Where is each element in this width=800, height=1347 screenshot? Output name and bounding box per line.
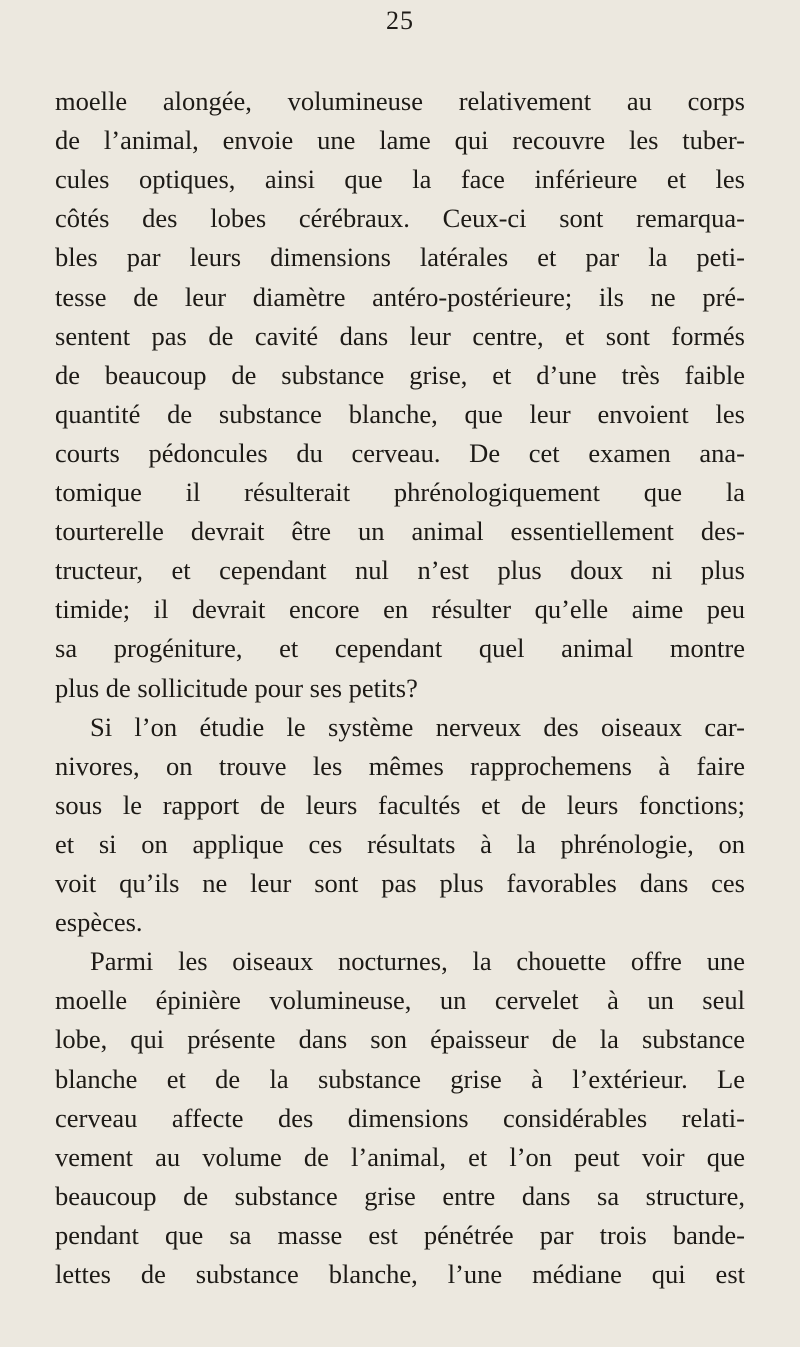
text-line: nivores, on trouve les mêmes rapprochemens à faire [55, 750, 745, 781]
text-line: de l’animal, envoie une lame qui recouvre les tuber- [55, 125, 745, 156]
text-line: cules optiques, ainsi que la face inférieure et les [55, 164, 745, 195]
text-line: pendant que sa masse est pénétrée par trois bande- [55, 1219, 745, 1250]
text-line: Parmi les oiseaux nocturnes, la chouette offre une [90, 946, 745, 977]
text-line: vement au volume de l’animal, et l’on peut voir que [55, 1141, 745, 1172]
text-line: tomique il résulterait phrénologiquement que la [55, 477, 745, 507]
text-line: courts pédoncules du cerveau. De cet examen ana- [55, 437, 745, 468]
text-line: lobe, qui présente dans son épaisseur de la substance [55, 1024, 745, 1055]
text-line: timide; il devrait encore en résulter qu’elle aime peu [55, 594, 745, 625]
text-line: Si l’on étudie le système nerveux des oiseaux car- [90, 711, 745, 742]
text-line: bles par leurs dimensions latérales et par la peti- [55, 242, 745, 273]
text-line: sentent pas de cavité dans leur centre, et sont formés [55, 320, 745, 351]
text-line: tructeur, et cependant nul n’est plus doux ni plus [55, 555, 745, 586]
text-line: voit qu’ils ne leur sont pas plus favorables dans ces [55, 868, 745, 898]
text-line: quantité de substance blanche, que leur envoient les [55, 398, 745, 429]
text-line: lettes de substance blanche, l’une médiane qui est [55, 1259, 745, 1289]
text-line: sous le rapport de leurs facultés et de leurs fonctions; [55, 789, 745, 820]
text-line: de beaucoup de substance grise, et d’une très faible [55, 359, 745, 390]
text-line: côtés des lobes cérébraux. Ceux-ci sont remarqua- [55, 203, 745, 234]
text-line: blanche et de la substance grise à l’extérieur. Le [55, 1063, 745, 1094]
text-line: plus de sollicitude pour ses petits? [55, 672, 418, 703]
text-line: cerveau affecte des dimensions considérables relati- [55, 1102, 745, 1133]
text-line: espèces. [55, 907, 143, 938]
text-line: tourterelle devrait être un animal essentiellement des- [55, 516, 745, 547]
text-line: beaucoup de substance grise entre dans sa structure, [55, 1180, 745, 1211]
text-line: moelle épinière volumineuse, un cervelet à un seul [55, 985, 745, 1016]
text-line: moelle alongée, volumineuse relativement au corps [55, 86, 745, 116]
text-line: sa progéniture, et cependant quel animal montre [55, 633, 745, 664]
page-number: 25 [386, 6, 414, 35]
text-line: et si on applique ces résultats à la phrénologie, on [55, 828, 745, 859]
text-line: tesse de leur diamètre antéro-postérieure; ils ne pré- [55, 281, 745, 312]
